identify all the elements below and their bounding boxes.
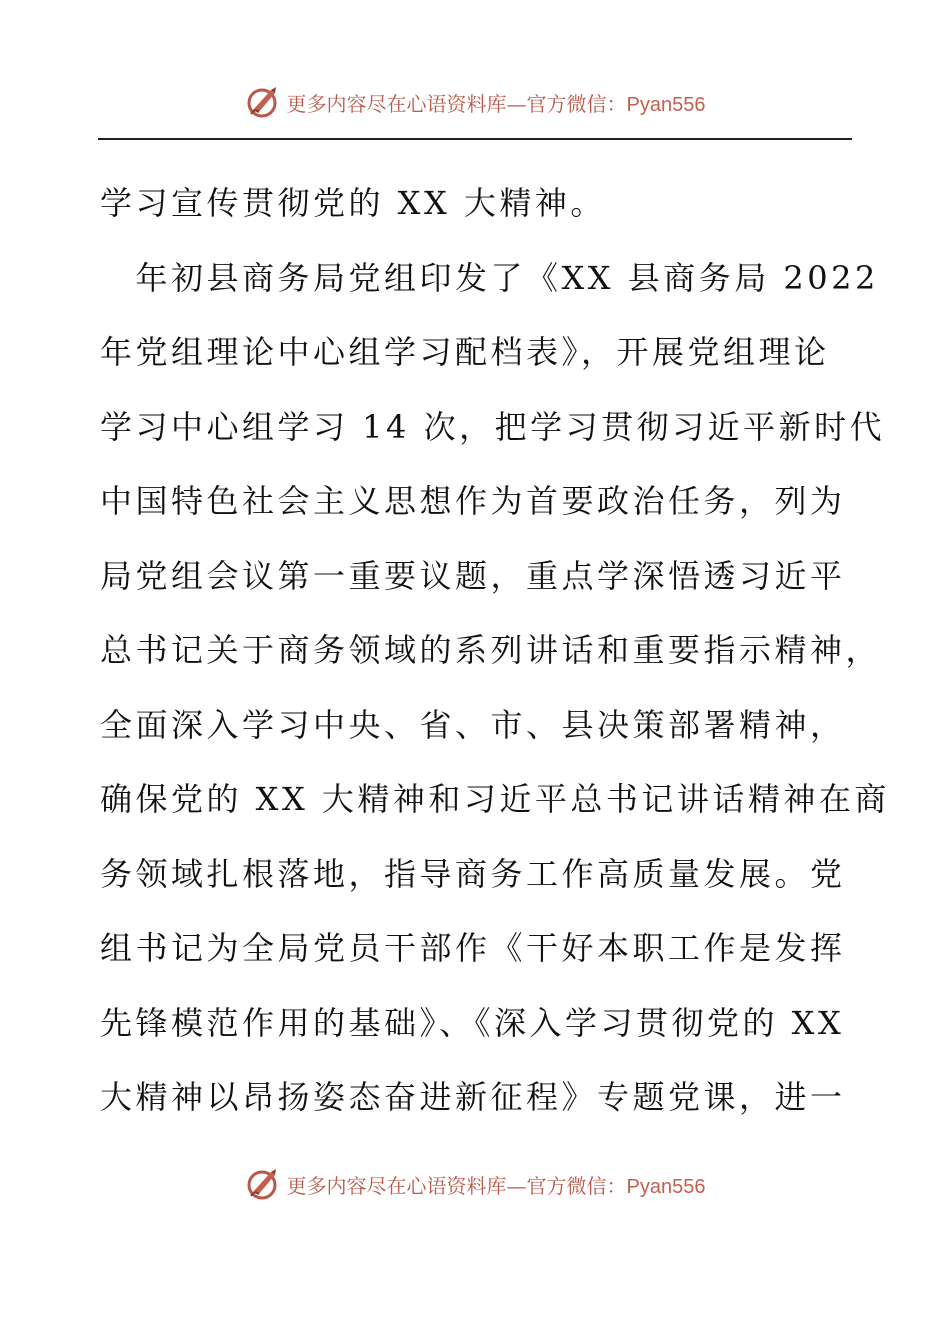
body-line: 确保党的 XX 大精神和习近平总书记讲话精神在商: [100, 780, 890, 818]
header-divider: [98, 138, 852, 140]
pen-brush-logo-icon: [245, 84, 281, 120]
footer-banner-inner: [245, 1166, 706, 1202]
body-line: 局党组会议第一重要议题，重点学深悟透习近平: [100, 556, 846, 595]
body-line: 年初县商务局党组印发了《XX 县商务局 2022: [100, 258, 879, 297]
footer-banner-text: [287, 1170, 706, 1199]
header-banner-text: [287, 88, 706, 117]
header-banner-id: Pyan556: [626, 93, 706, 116]
header-banner-inner: [245, 84, 706, 120]
body-line: 年党组理论中心组学习配档表》，开展党组理论: [100, 333, 830, 371]
body-line: 先锋模范作用的基础》、《深入学习贯彻党的 XX: [100, 1003, 845, 1042]
body-line: 总书记关于商务领域的系列讲话和重要指示精神，: [100, 631, 882, 669]
document-body: [100, 166, 890, 1135]
footer-banner: [0, 1162, 950, 1206]
body-line: 中国特色社会主义思想作为首要政治任务，列为: [100, 482, 846, 520]
footer-banner-prefix: 更多内容尽在心语资料库—官方微信：: [286, 1173, 627, 1198]
body-line: 学习宣传贯彻党的 XX 大精神。: [100, 184, 606, 222]
body-line: 务领域扎根落地，指导商务工作高质量发展。党: [100, 854, 846, 893]
body-line: 全面深入学习中央、省、市、县决策部署精神，: [100, 705, 846, 744]
body-line: 大精神以昂扬姿态奋进新征程》专题党课，进一: [100, 1078, 846, 1116]
body-line: 组书记为全局党员干部作《干好本职工作是发挥: [100, 929, 846, 967]
body-line: 学习中心组学习 14 次，把学习贯彻习近平新时代: [100, 407, 886, 446]
header-banner: [0, 80, 950, 124]
pen-brush-logo-icon: [245, 1166, 281, 1202]
header-banner-prefix: 更多内容尽在心语资料库—官方微信：: [286, 91, 627, 116]
footer-banner-id: Pyan556: [626, 1175, 706, 1198]
